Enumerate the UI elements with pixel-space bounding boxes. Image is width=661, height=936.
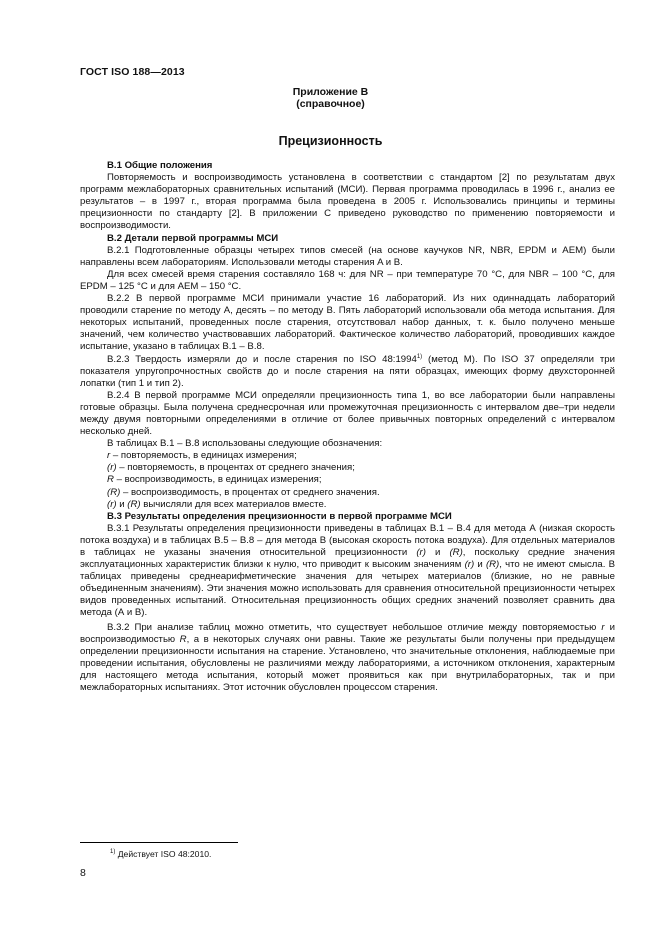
definition-symbol: (r) [107,462,117,474]
symbol-run: (r) [464,559,475,571]
symbol-run: R [179,633,187,645]
paragraph-b2-1: В.2.1 Подготовленные образцы четырех типов смесей (на основе каучуков NR, NBR, EPDM и AEM) были направлены всем лабораториям. Использовали методы старения A и B. [80,244,615,268]
definition-symbol: (R) [127,498,141,510]
text-run: В.3.1 Результаты определения прецизионности приведены в таблицах В.1 – В.4 для метода А (низкая скорость потока воздуха) и в таблицах В.5 – В.8 – для метода В (высокая скорость потока воздуха). Для отдельных материалов в таблицах не указаны значения относительной прецизионности [80,522,615,558]
section-heading-b3: В.3 Результаты определения прецизионности в первой программе МСИ [107,510,452,522]
paragraph-notation-intro: В таблицах В.1 – В.8 использованы следующие обозначения: [107,438,383,450]
appendix-type: (справочное) [296,98,365,110]
definition-item [80,474,615,486]
definition-text: – воспроизводимость, в процентах от среднего значения. [120,486,380,498]
text-run: и воспроизводимостью [80,621,615,645]
definition-item [80,450,615,462]
footnote-text: Действует ISO 48:2010. [115,849,212,859]
footnote-reference: 1) [416,353,423,360]
definition-note [80,499,615,511]
definition-item [80,487,615,499]
definition-symbol: (r) [107,498,117,510]
footnote [110,849,211,859]
document-header: ГОСТ ISO 188—2013 [80,66,185,78]
paragraph-b2-3-end: (метод M). По ISO 37 определяли три показателя упругопрочностных свойств до и после старения на пяти образцах, имеющих форму двухсторонней лопатки (тип 1 и тип 2). [80,353,615,389]
section-heading-b2: В.2 Детали первой программы МСИ [107,232,279,244]
symbol-run: r [601,621,605,633]
definition-text: – повторяемость, в процентах от среднего значения; [116,462,355,474]
document-body [80,160,615,694]
paragraph-b3-2 [80,622,615,695]
definition-symbol: R [107,474,114,486]
paragraph-b2-3 [80,354,615,390]
definition-text: – повторяемость, в единицах измерения; [110,450,297,462]
paragraph-b3-1 [80,523,615,620]
appendix-label: Приложение В [292,86,369,98]
text-run: В.3.2 При анализе таблиц можно отметить, что существует небольшое отличие между повторяемостью [107,621,602,633]
text-run: и [425,547,450,558]
text-run: и [474,559,486,571]
definition-text: вычисляли для всех материалов вместе. [140,498,327,510]
definition-symbol: (R) [107,486,121,498]
section-heading-b1: В.1 Общие положения [107,160,213,171]
page-number: 8 [80,867,86,879]
definition-text: и [116,498,128,510]
paragraph-b2-3-start: В.2.3 Твердость измеряли до и после старения по ISO 48:1994 [107,353,417,365]
text-run: , что не имеют смысла. В таблицах приведены среднеарифметические значения для четырех материалов (близкие, но не равные объединенным значениям). Эти значения можно использовать для сравнения относительной прецизионности четырех видов проведенных испытаний. Относительная прецизионность общих средних значений позволяет сравнить два метода (А и В). [80,559,615,619]
symbol-run: (R) [449,547,463,558]
paragraph-aging-time: Для всех смесей время старения составляло 168 ч: для NR – при температуре 70 °С, для NBR – 100 °С, для EPDM – 125 °С и для AEM – 150 °С. [80,268,615,292]
definition-item [80,462,615,474]
text-run: , а в некоторых случаях они равны. Такие же результаты были получены при предыдущем определении прецизионности испытания на старение. Установлено, что значительные отклонения, наблюдаемые при проведении испытания, обусловлены не различиями между лабораториями, а источником отклонения, характерным для настоящего метода испытания, который может проявиться как при внутрилабораторных, так и при межлабораторных испытаниях. Этот источник обусловлен процессом старения. [80,633,615,694]
footnote-marker: 1) [110,849,116,855]
footnote-divider [80,842,238,843]
symbol-run: (R) [485,559,500,571]
page-title: Прецизионность [278,134,383,148]
paragraph-b2-2: В.2.2 В первой программе МСИ принимали участие 16 лабораторий. Из них одиннадцать лабораторий проводили старение по методу A, десять – по методу B. Пять лабораторий использовали оба метода испытания. Для некоторых испытаний, проведенных после старения, отсутствовал набор данных, т. к. было получено меньше значений, чем количество участвовавших лабораторий. Фактическое количество лабораторий, проводивших каждое испытание, указано в таблицах В.1 – В.8. [80,293,615,353]
text-run: , поскольку средние значения эксплуатационных характеристик близки к нулю, что приводит к высоким значениям [80,547,615,571]
paragraph-b1: Повторяемость и воспроизводимость установлена в соответствии с стандартом [2] по результатам двух программ межлабораторных сравнительных испытаний (МСИ). Первая программа проводилась в 1996 г., анализ ее результатов – в 1997 г., вторая программа была проведена в 2005 г. Использовались принципы и термины прецизионности по стандарту [2]. В приложении С приведено руководство по применению повторяемости и воспроизводимости. [80,172,615,232]
paragraph-b2-4: В.2.4 В первой программе МСИ определяли прецизионность типа 1, во все лаборатории были направлены готовые образцы. Была получена среднесрочная или промежуточная прецизионность с интервалом две–три недели между двумя повторными определениями в отличие от более привычных повторных определений с интервалом несколько дней. [80,389,615,438]
definition-text: – воспроизводимость, в единицах измерения; [113,474,322,486]
symbol-run: (r) [416,547,426,558]
definition-symbol: r [107,450,111,462]
